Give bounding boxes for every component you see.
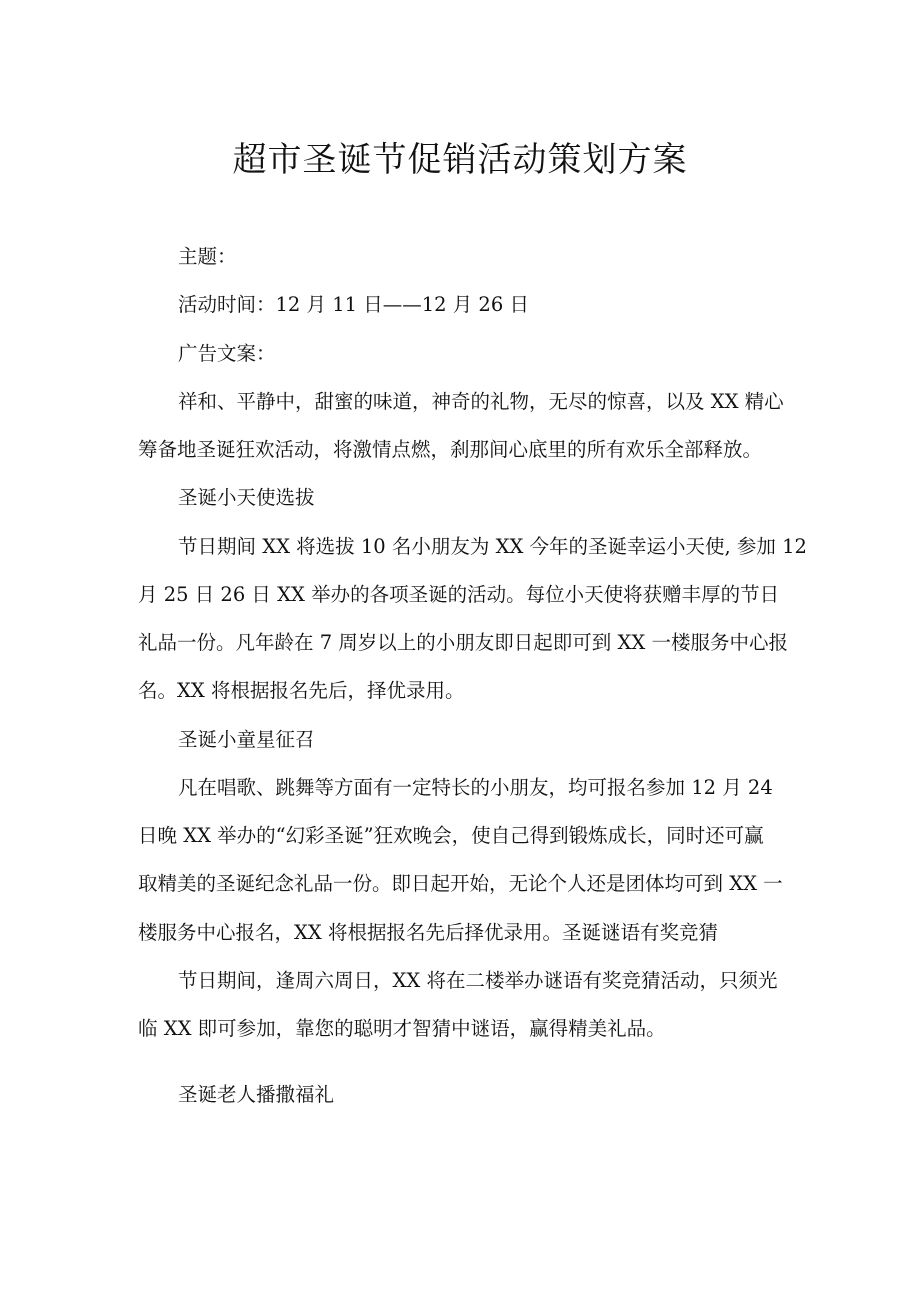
paragraph-line: 取精美的圣诞纪念礼品一份。即日起开始，无论个人还是团体均可到 XX 一 xyxy=(138,872,783,895)
paragraph-line: 凡在唱歌、跳舞等方面有一定特长的小朋友，均可报名参加 12 月 24 xyxy=(178,776,773,799)
paragraph-line: 筹备地圣诞狂欢活动，将激情点燃，刹那间心底里的所有欢乐全部释放。 xyxy=(138,438,763,461)
activity-time-line: 活动时间：12 月 11 日——12 月 26 日 xyxy=(178,293,529,316)
paragraph-line: 名。XX 将根据报名先后，择优录用。 xyxy=(138,679,465,702)
theme-label: 主题： xyxy=(178,245,237,268)
paragraph-line: 礼品一份。凡年龄在 7 周岁以上的小朋友即日起即可到 XX 一楼服务中心报 xyxy=(138,631,788,654)
paragraph-line: 祥和、平静中，甜蜜的味道，神奇的礼物，无尽的惊喜，以及 XX 精心 xyxy=(178,390,784,413)
paragraph-line: 日晚 XX 举办的“幻彩圣诞”狂欢晚会，使自己得到锻炼成长，同时还可赢 xyxy=(138,824,764,847)
section-heading-angel: 圣诞小天使选拔 xyxy=(178,486,315,509)
ad-copy-label: 广告文案： xyxy=(178,342,276,365)
paragraph-line: 楼服务中心报名，XX 将根据报名先后择优录用。圣诞谜语有奖竞猜 xyxy=(138,921,718,944)
paragraph-line: 临 XX 即可参加，靠您的聪明才智猜中谜语，赢得精美礼品。 xyxy=(138,1017,666,1040)
paragraph-line: 月 25 日 26 日 XX 举办的各项圣诞的活动。每位小天使将获赠丰厚的节日 xyxy=(138,583,780,606)
section-heading-star: 圣诞小童星征召 xyxy=(178,728,315,751)
document-title: 超市圣诞节促销活动策划方案 xyxy=(232,140,688,180)
paragraph-line: 节日期间，逢周六周日，XX 将在二楼举办谜语有奖竞猜活动，只须光 xyxy=(178,969,778,992)
section-heading-santa: 圣诞老人播撒福礼 xyxy=(178,1083,335,1106)
paragraph-line: 节日期间 XX 将选拔 10 名小朋友为 XX 今年的圣诞幸运小天使, 参加 12 xyxy=(178,535,807,558)
